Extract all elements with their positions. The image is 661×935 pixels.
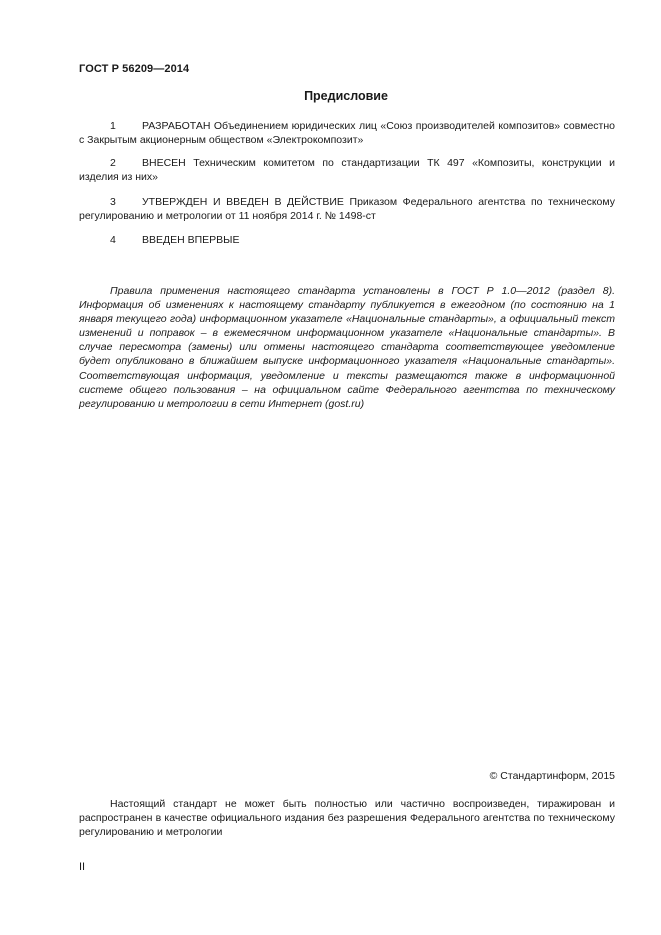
copyright-notice: © Стандартинформ, 2015: [489, 770, 615, 782]
item-text: Объединением юридических лиц «Союз производителей композитов» совместно с Закрытым акционерным обществом «Электрокомпозит»: [79, 120, 615, 147]
list-item: [79, 195, 615, 223]
item-number: 4: [110, 234, 116, 246]
usage-notice: Правила применения настоящего стандарта установлены в ГОСТ Р 1.0—2012 (раздел 8). Информация об изменениях к настоящему стандарту публикуется в ежегодном (по состоянию на 1 января текущего года) информационном указателе «Национальные стандарты», а официальный текст изменений и поправок – в ежемесячном информационном указателе «Национальные стандарты». В случае пересмотра (замены) или отмены настоящего стандарта соответствующее уведомление будет опубликовано в ближайшем выпуске информационного указателя «Национальные стандарты». Соответствующая информация, уведомление и тексты размещаются также в информационной системе общего пользования – на официальном сайте Федерального агентства по техническому регулированию и метрологии в сети Интернет (gost.ru): [79, 285, 615, 410]
page-number: II: [79, 861, 86, 873]
item-number: 1: [110, 120, 116, 132]
list-item: [79, 156, 615, 184]
item-number: 2: [110, 157, 116, 169]
list-item: [79, 119, 615, 147]
item-text: Приказом Федерального агентства по техническому регулированию и метрологии от 11 ноября 2014 г. № 1498-ст: [79, 196, 615, 223]
list-item: [79, 233, 615, 247]
rights-statement: Настоящий стандарт не может быть полностью или частично воспроизведен, тиражирован и распространен в качестве официального издания без разрешения Федерального агентства по техническому регулированию и метрологии: [79, 798, 615, 839]
standard-code: ГОСТ Р 56209—2014: [79, 63, 190, 75]
item-number: 3: [110, 196, 116, 208]
item-lead: ВНЕСЕН: [142, 157, 186, 169]
item-lead: РАЗРАБОТАН: [142, 120, 211, 132]
page-title: Предисловие: [304, 89, 388, 103]
item-text: Техническим комитетом по стандартизации ТК 497 «Композиты, конструкции и изделия из них»: [79, 157, 615, 184]
item-lead: ВВЕДЕН ВПЕРВЫЕ: [142, 234, 240, 246]
item-lead: УТВЕРЖДЕН И ВВЕДЕН В ДЕЙСТВИЕ: [142, 196, 344, 208]
